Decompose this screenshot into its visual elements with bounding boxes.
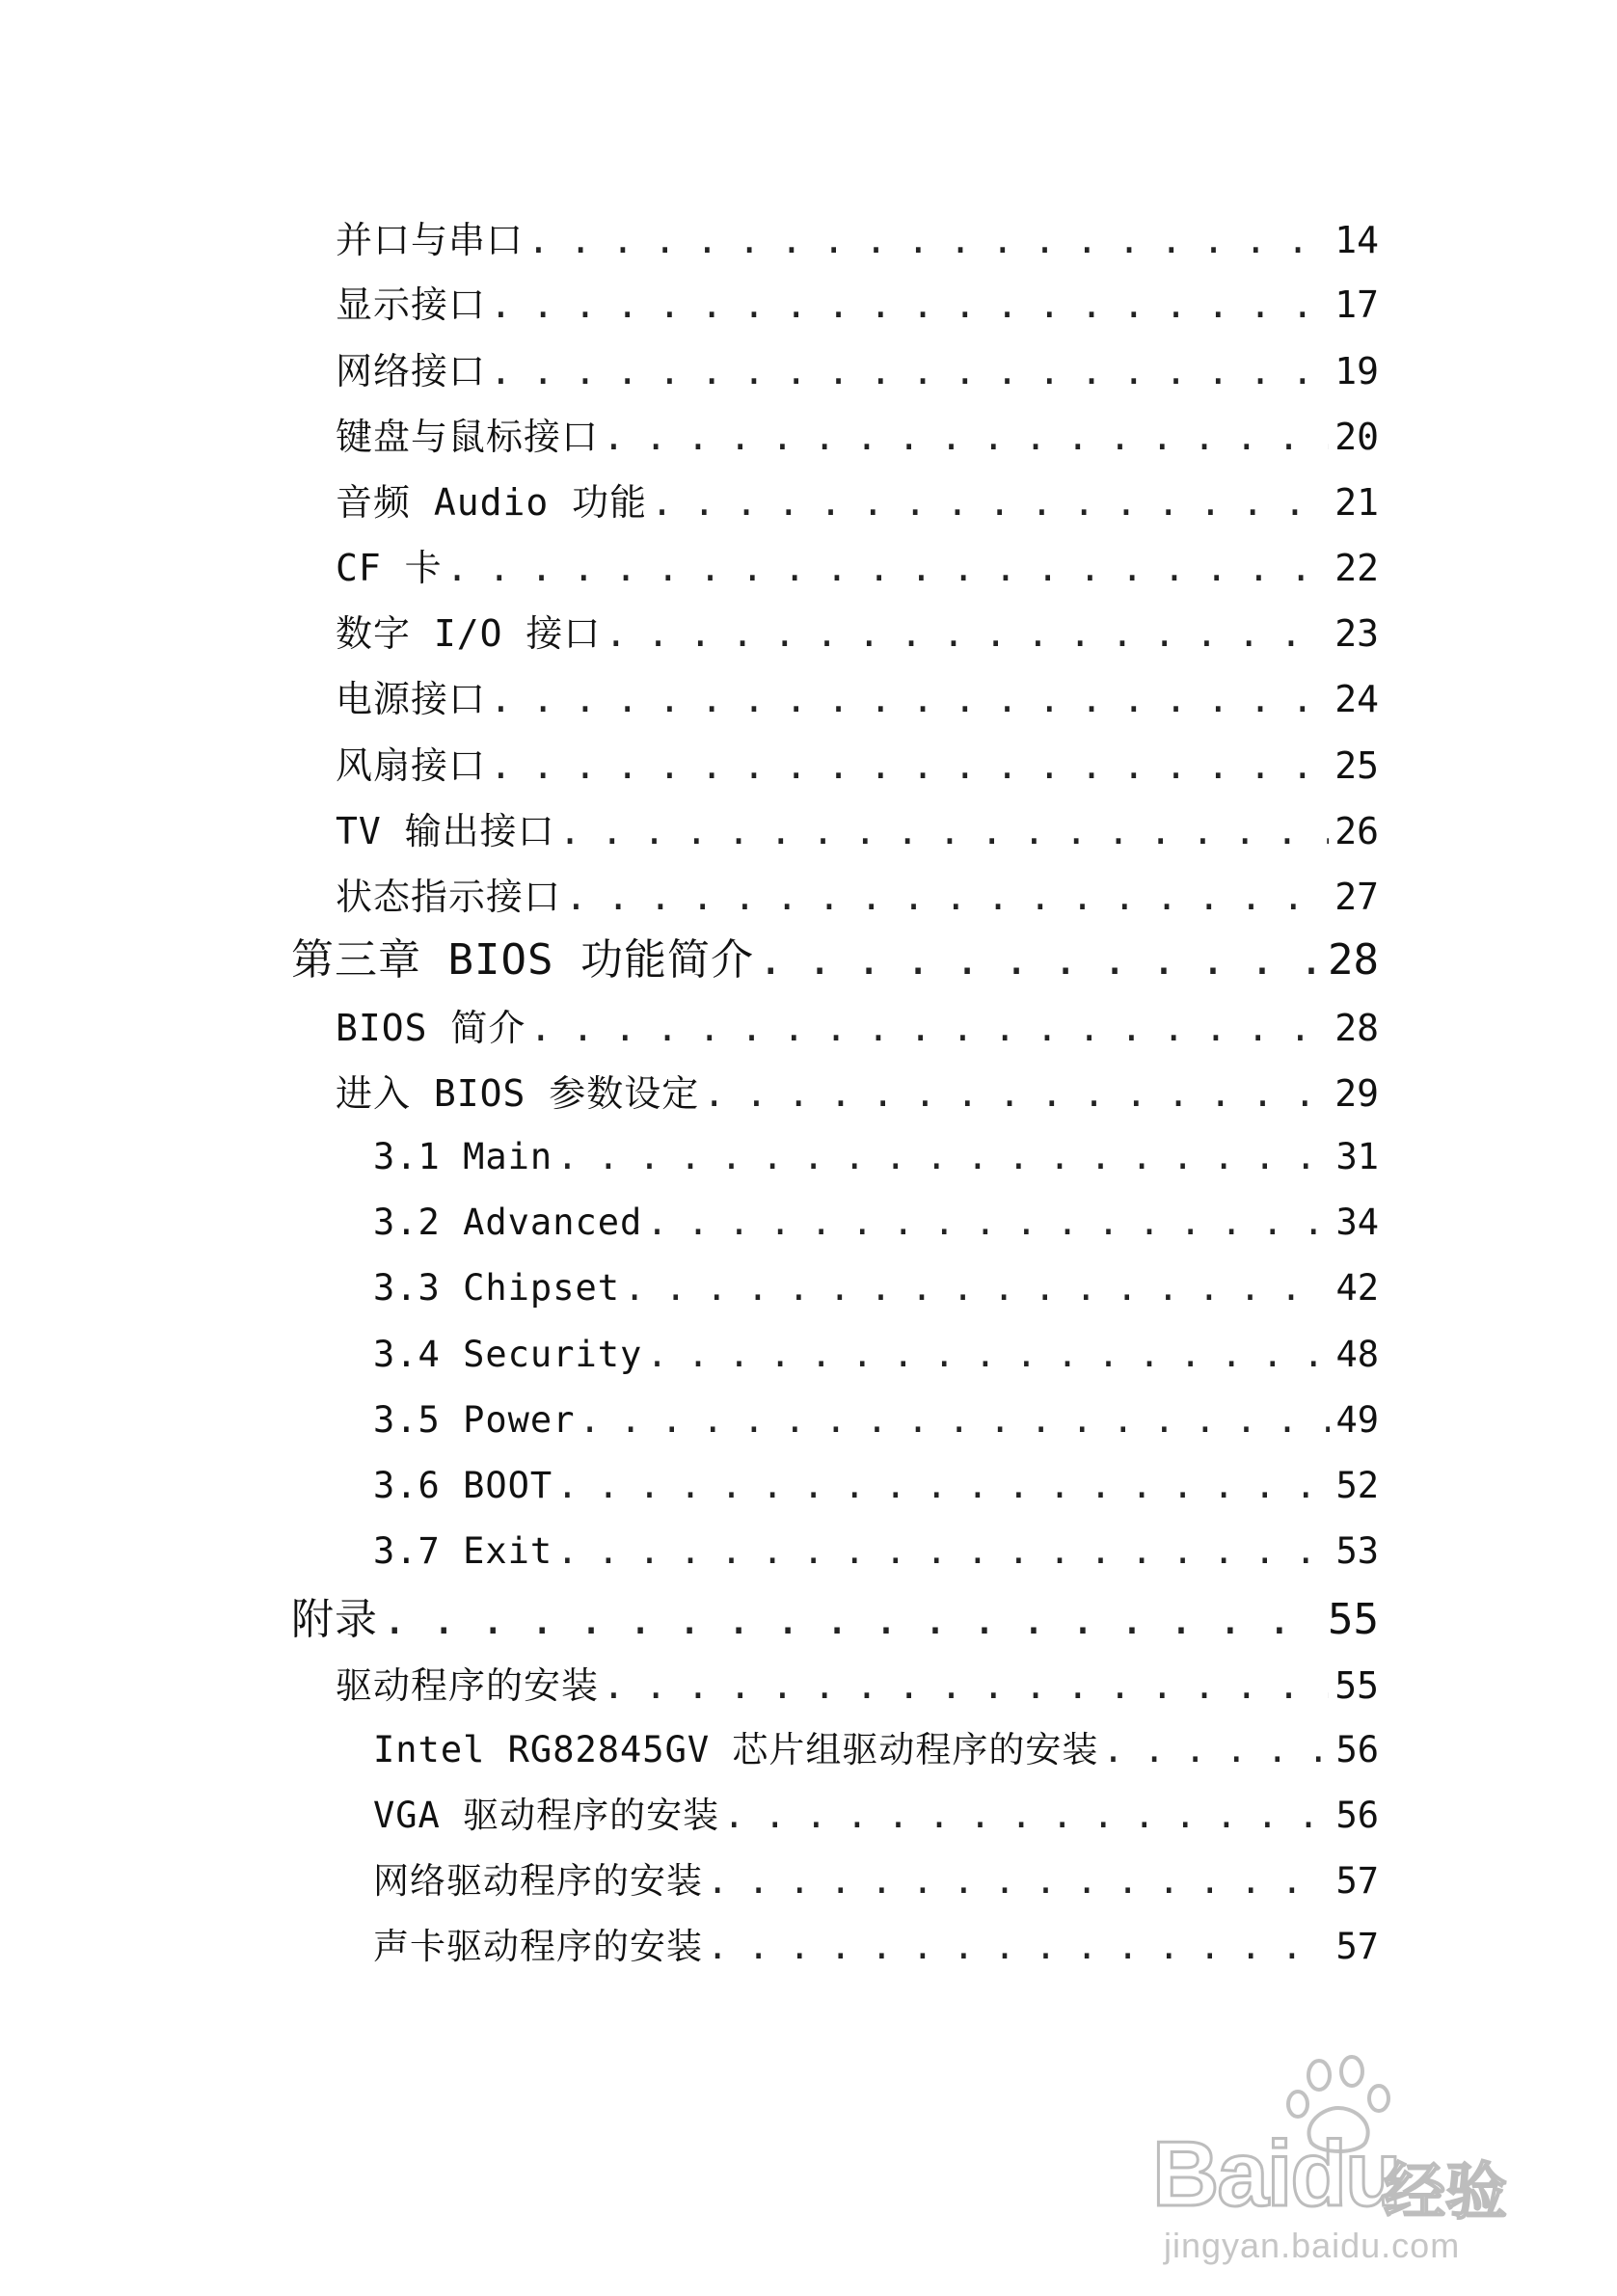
toc-page-number: 55 xyxy=(1328,1595,1379,1644)
toc-entry-title: 并口与串口 xyxy=(336,219,525,261)
toc-entry-title: 键盘与鼠标接口 xyxy=(336,416,600,458)
toc-page-number: 56 xyxy=(1335,1795,1379,1836)
toc-entry[interactable] xyxy=(373,1525,1379,1579)
toc-entry-title: 进入 BIOS 参数设定 xyxy=(336,1072,700,1115)
toc-entry-title: 3.1 Main xyxy=(373,1136,553,1177)
toc-page-number: 49 xyxy=(1335,1399,1379,1441)
toc-entry[interactable] xyxy=(336,1065,1379,1122)
toc-entry[interactable] xyxy=(373,1854,1379,1908)
toc-dot-leader xyxy=(552,1459,1330,1513)
toc-entry[interactable] xyxy=(373,1328,1379,1382)
toc-page-number: 26 xyxy=(1334,810,1379,852)
toc-dot-leader xyxy=(555,802,1330,860)
toc-dot-leader xyxy=(754,930,1322,991)
toc-page-number: 25 xyxy=(1334,744,1379,787)
toc-entry-title: 附录 xyxy=(291,1595,378,1644)
toc-page-number: 19 xyxy=(1334,350,1379,392)
toc-page-number: 56 xyxy=(1335,1729,1379,1770)
toc-entry[interactable] xyxy=(336,342,1379,400)
toc-dot-leader xyxy=(703,1854,1330,1908)
toc-page-number: 20 xyxy=(1334,416,1379,458)
toc-dot-leader xyxy=(1098,1723,1330,1777)
toc-page-number: 17 xyxy=(1334,284,1379,326)
jingyan-logo: 经验 xyxy=(1384,2157,1507,2228)
toc-entry-title: 第三章 BIOS 功能简介 xyxy=(291,935,754,985)
toc-entry[interactable] xyxy=(373,1789,1379,1843)
toc-dot-leader xyxy=(443,539,1330,597)
toc-page-number: 34 xyxy=(1335,1202,1379,1243)
toc-entry-title: 声卡驱动程序的安装 xyxy=(373,1926,703,1967)
toc-entry[interactable] xyxy=(336,539,1379,597)
toc-dot-leader xyxy=(486,342,1329,400)
toc-page-number: 14 xyxy=(1334,219,1379,261)
toc-entry[interactable] xyxy=(291,930,1379,991)
toc-dot-leader xyxy=(642,1328,1330,1382)
toc-entry[interactable] xyxy=(336,868,1379,926)
toc-entry[interactable] xyxy=(373,1130,1379,1184)
toc-page-number: 42 xyxy=(1335,1267,1379,1309)
toc-dot-leader xyxy=(524,211,1329,269)
toc-entry-title: 3.5 Power xyxy=(373,1399,576,1441)
toc-entry-title: TV 输出接口 xyxy=(336,810,555,852)
toc-dot-leader xyxy=(378,1589,1322,1651)
toc-entry[interactable] xyxy=(373,1196,1379,1250)
toc-entry-title: 驱动程序的安装 xyxy=(336,1664,600,1707)
toc-dot-leader xyxy=(552,1525,1330,1579)
toc-page-number: 21 xyxy=(1334,481,1379,524)
toc-page-number: 29 xyxy=(1334,1072,1379,1115)
toc-entry-title: 3.4 Security xyxy=(373,1334,643,1375)
toc-page-number: 28 xyxy=(1328,935,1379,985)
toc-entry-title: 网络驱动程序的安装 xyxy=(373,1860,703,1902)
toc-entry[interactable] xyxy=(291,1589,1379,1651)
toc-entry[interactable] xyxy=(336,670,1379,728)
toc-dot-leader xyxy=(486,737,1329,795)
toc-entry[interactable] xyxy=(373,1393,1379,1447)
toc-dot-leader xyxy=(620,1261,1330,1315)
toc-entry[interactable] xyxy=(336,605,1379,662)
toc-entry-title: 3.6 BOOT xyxy=(373,1465,553,1506)
toc-dot-leader xyxy=(601,605,1329,662)
toc-dot-leader xyxy=(486,276,1329,334)
toc-entry-title: 状态指示接口 xyxy=(336,876,562,918)
toc-entry[interactable] xyxy=(373,1920,1379,1974)
toc-entry-title: 显示接口 xyxy=(336,284,487,326)
toc-entry-title: 网络接口 xyxy=(336,350,487,392)
toc-page-number: 27 xyxy=(1334,876,1379,918)
toc-page-number: 57 xyxy=(1335,1860,1379,1902)
toc-entry[interactable] xyxy=(336,473,1379,531)
toc-entry[interactable] xyxy=(336,276,1379,334)
toc-dot-leader xyxy=(575,1393,1330,1447)
toc-page-number: 24 xyxy=(1334,678,1379,720)
toc-dot-leader xyxy=(486,670,1329,728)
toc-dot-leader xyxy=(703,1920,1330,1974)
toc-page-number: 31 xyxy=(1335,1136,1379,1177)
toc-entry[interactable] xyxy=(336,408,1379,466)
toc-page-number: 52 xyxy=(1335,1465,1379,1506)
toc-page-number: 28 xyxy=(1334,1007,1379,1049)
toc-entry[interactable] xyxy=(373,1261,1379,1315)
toc-entry-title: 3.7 Exit xyxy=(373,1530,553,1572)
toc-entry[interactable] xyxy=(336,802,1379,860)
toc-entry-title: Intel RG82845GV 芯片组驱动程序的安装 xyxy=(373,1729,1099,1770)
toc-entry-title: VGA 驱动程序的安装 xyxy=(373,1795,720,1836)
toc-page-number: 22 xyxy=(1334,547,1379,589)
toc-entry[interactable] xyxy=(336,211,1379,269)
toc-entry-title: 电源接口 xyxy=(336,678,487,720)
toc-entry-title: 3.3 Chipset xyxy=(373,1267,621,1309)
toc-page-number: 48 xyxy=(1335,1334,1379,1375)
toc-dot-leader xyxy=(552,1130,1330,1184)
toc-page-number: 57 xyxy=(1335,1926,1379,1967)
toc-entry-title: 数字 I/O 接口 xyxy=(336,612,602,655)
watermark-url: jingyan.baidu.com xyxy=(1164,2226,1461,2265)
baidu-jingyan-watermark xyxy=(1152,2054,1557,2266)
toc-page-number: 23 xyxy=(1334,612,1379,655)
toc-entry-title: 音频 Audio 功能 xyxy=(336,481,648,524)
toc-entry-title: CF 卡 xyxy=(336,547,443,589)
toc-dot-leader xyxy=(647,473,1329,531)
toc-dot-leader xyxy=(526,999,1329,1057)
toc-entry[interactable] xyxy=(336,999,1379,1057)
toc-entry-title: 风扇接口 xyxy=(336,744,487,787)
baidu-logo: Baidu xyxy=(1152,2122,1400,2226)
toc-dot-leader xyxy=(599,1657,1329,1715)
toc-dot-leader xyxy=(719,1789,1330,1843)
toc-dot-leader xyxy=(561,868,1329,926)
toc-page-number: 55 xyxy=(1334,1664,1379,1707)
toc-entry[interactable] xyxy=(336,1657,1379,1715)
toc-page-number: 53 xyxy=(1335,1530,1379,1572)
toc-entry[interactable] xyxy=(373,1723,1379,1777)
toc-entry[interactable] xyxy=(336,737,1379,795)
toc-dot-leader xyxy=(642,1196,1330,1250)
toc-entry-title: BIOS 简介 xyxy=(336,1007,526,1049)
toc-entry[interactable] xyxy=(373,1459,1379,1513)
toc-entry-title: 3.2 Advanced xyxy=(373,1202,643,1243)
toc-dot-leader xyxy=(699,1065,1329,1122)
toc-dot-leader xyxy=(599,408,1329,466)
